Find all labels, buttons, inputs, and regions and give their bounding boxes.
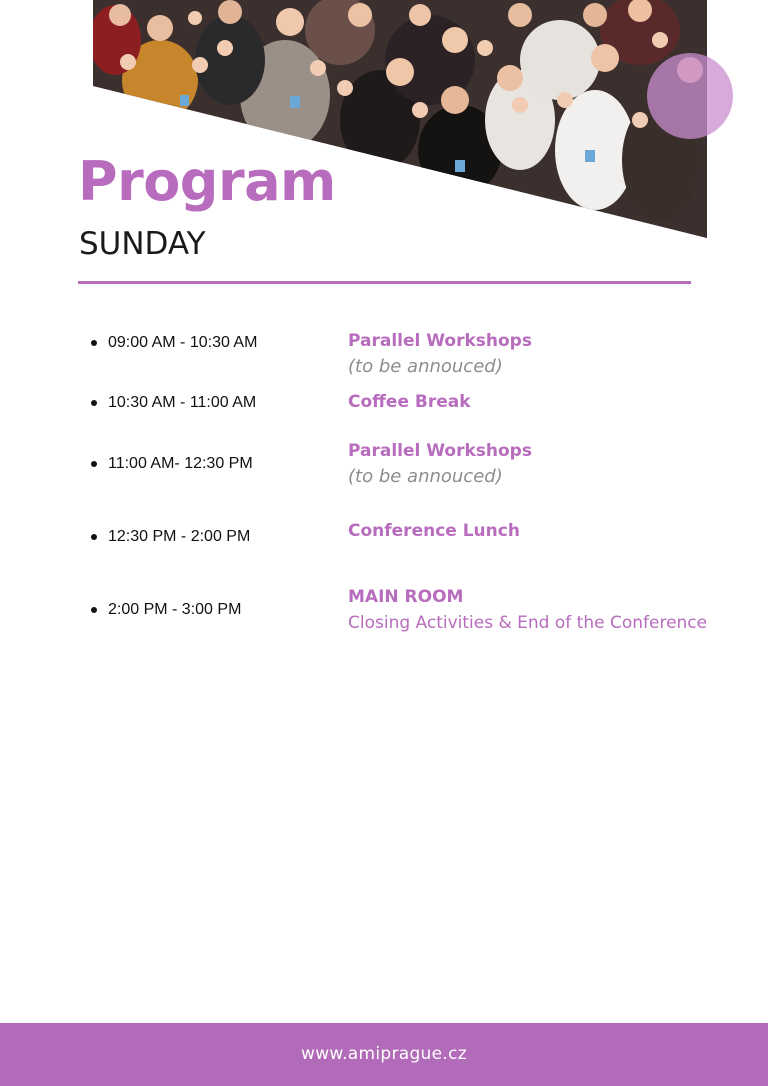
schedule-description: Closing Activities & End of the Conference bbox=[348, 613, 708, 633]
schedule-event: Coffee Break bbox=[348, 392, 471, 412]
bullet-icon bbox=[91, 340, 97, 346]
bullet-icon bbox=[91, 534, 97, 540]
day-heading: SUNDAY bbox=[79, 226, 206, 262]
schedule-time: 2:00 PM - 3:00 PM bbox=[108, 601, 242, 618]
schedule-event: Parallel Workshops bbox=[348, 441, 532, 461]
decorative-circle bbox=[647, 53, 733, 139]
schedule-note: (to be annouced) bbox=[348, 466, 503, 487]
bullet-icon bbox=[91, 400, 97, 406]
schedule-event: Conference Lunch bbox=[348, 521, 520, 541]
bullet-icon bbox=[91, 461, 97, 467]
title-divider bbox=[78, 281, 691, 284]
schedule-event: Parallel Workshops bbox=[348, 331, 532, 351]
schedule-time: 11:00 AM- 12:30 PM bbox=[108, 455, 253, 472]
page-title: Program bbox=[78, 150, 336, 213]
schedule-time: 10:30 AM - 11:00 AM bbox=[108, 394, 257, 411]
footer-bar bbox=[0, 1023, 768, 1086]
schedule-note: (to be annouced) bbox=[348, 356, 503, 377]
website-link[interactable]: www.amiprague.cz bbox=[301, 1044, 467, 1064]
bullet-icon bbox=[91, 607, 97, 613]
schedule-event: MAIN ROOM bbox=[348, 587, 464, 607]
schedule-time: 12:30 PM - 2:00 PM bbox=[108, 528, 251, 545]
schedule-time: 09:00 AM - 10:30 AM bbox=[108, 334, 258, 351]
